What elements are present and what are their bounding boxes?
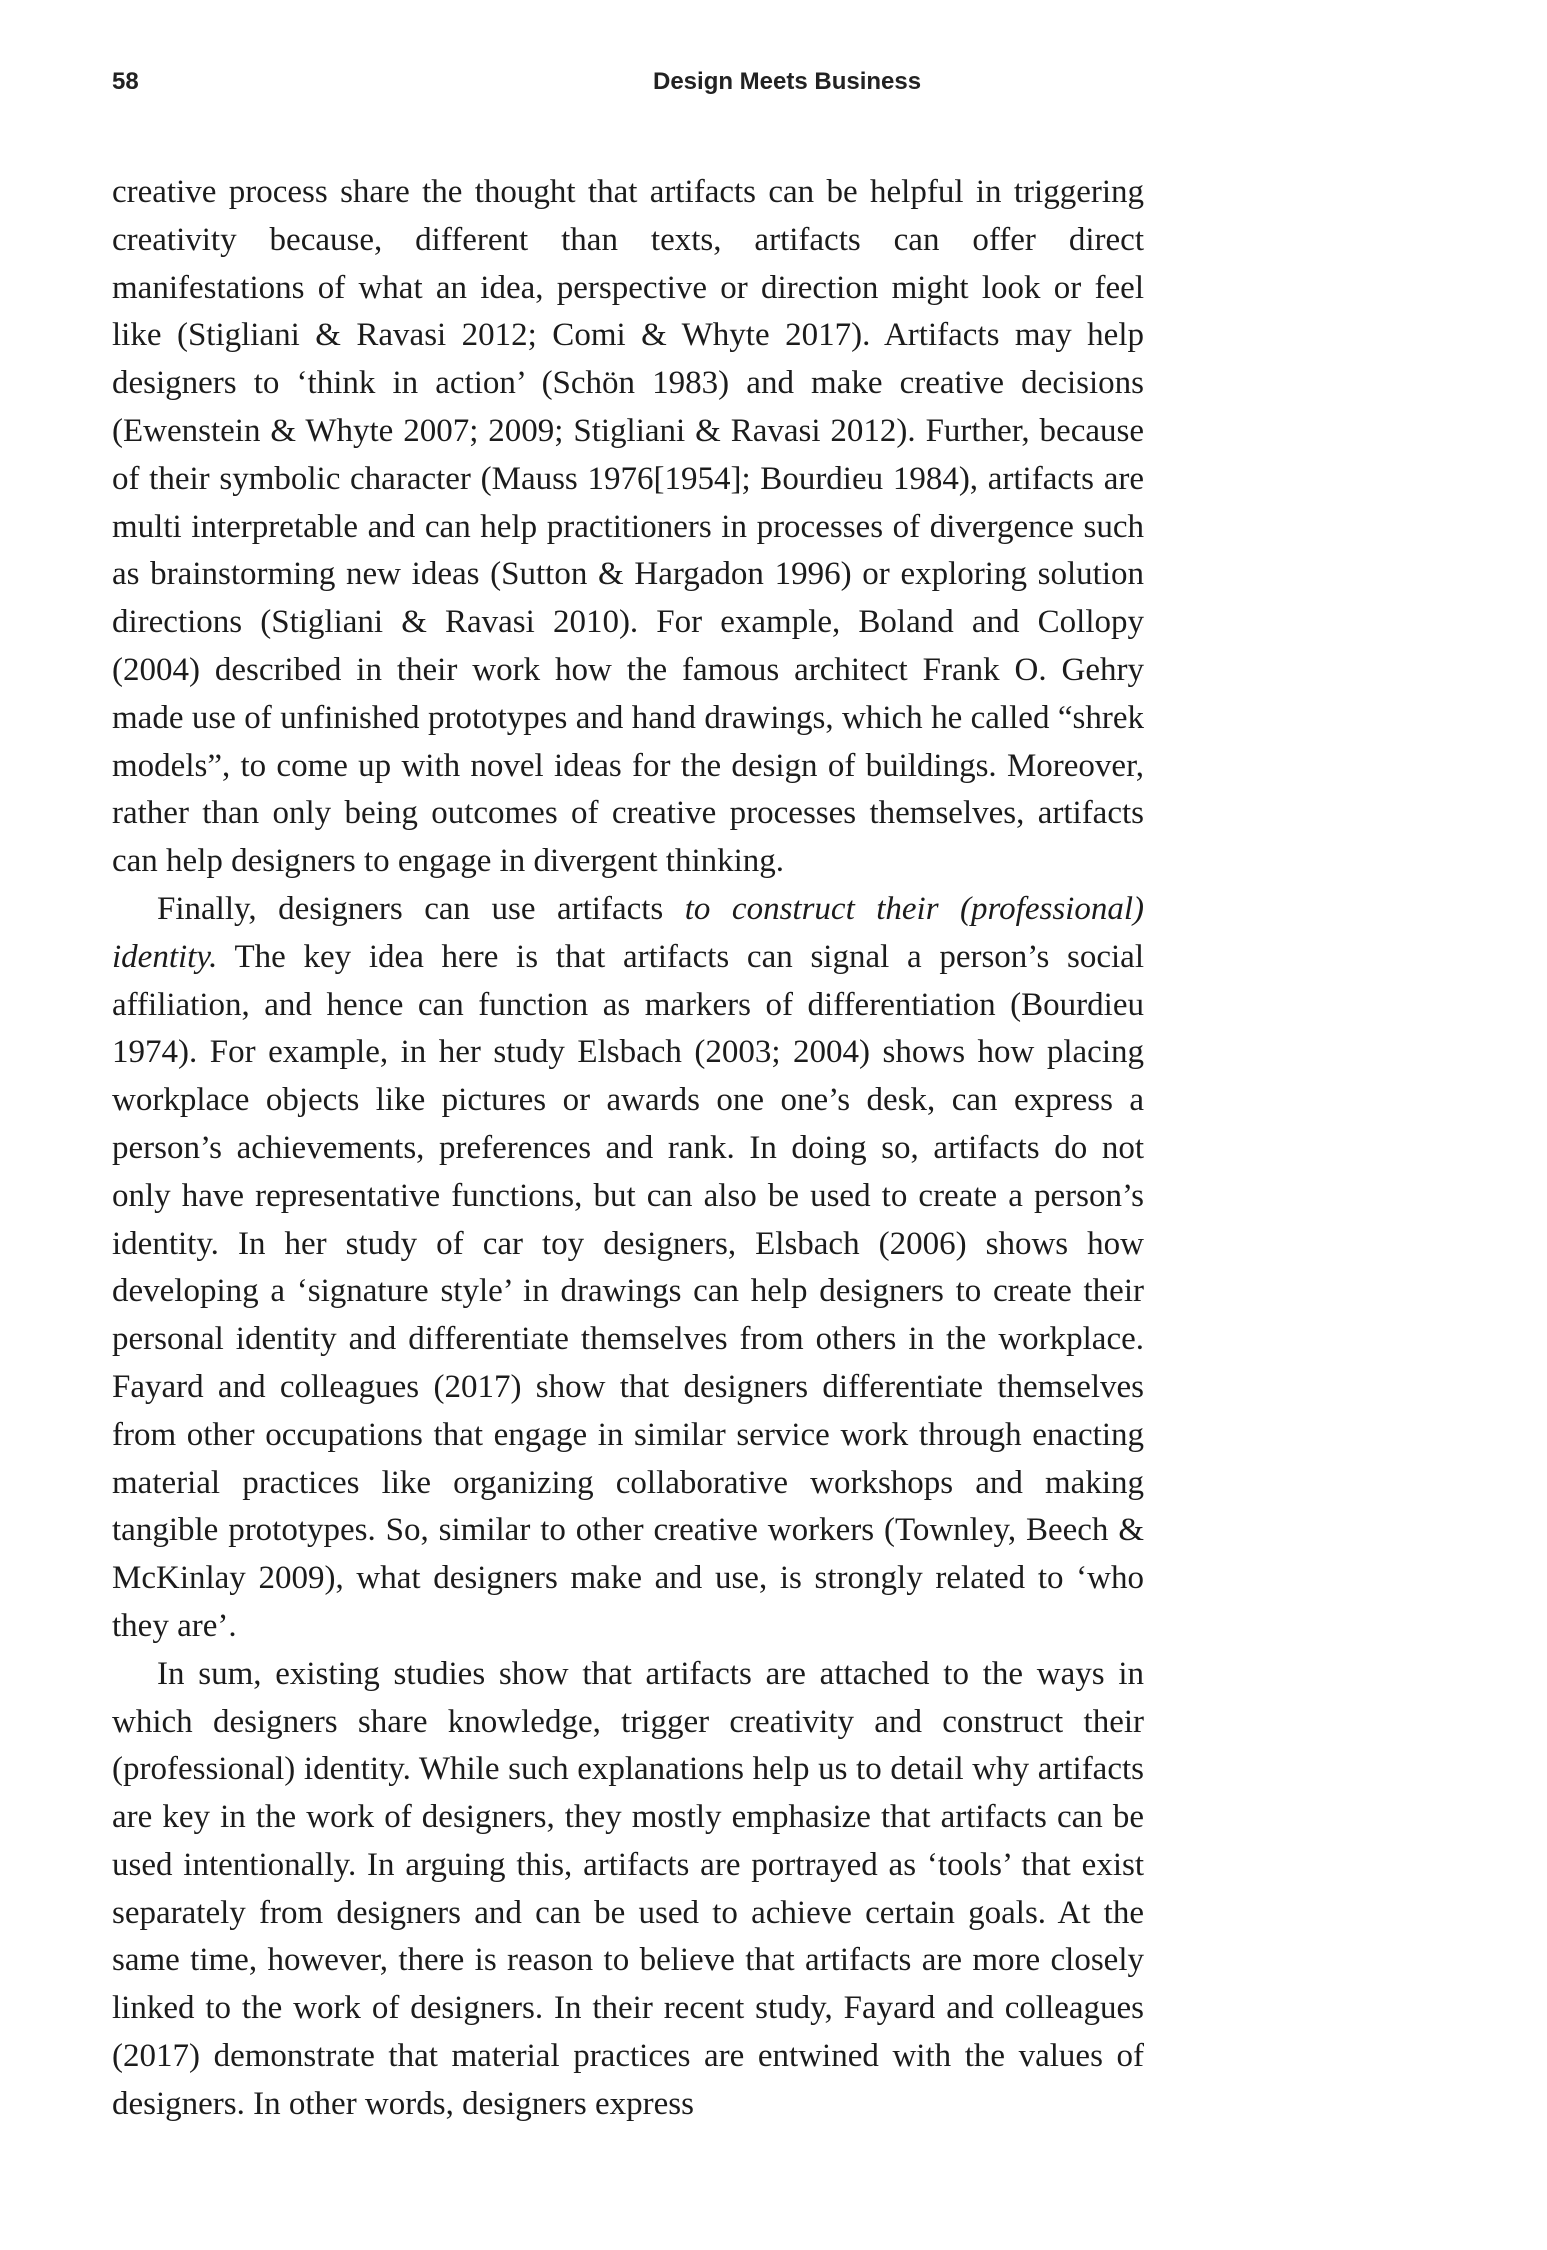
paragraph-text: creative process share the thought that artifacts can be helpful in triggering creativity because, different than texts, artifacts can offer direct manifestations of what an idea, perspective or direction might look or feel like (Stigliani & Ravasi 2012; Comi & Whyte 2017). Artifacts may help designers to ‘think in action’ (Schön 1983) and make creative decisions (Ewenstein & Whyte 2007; 2009; Stigliani & Ravasi 2012). Further, because of their symbolic character (Mauss 1976[1954]; Bourdieu 1984), artifacts are multi interpretable and can help practitioners in processes of divergence such as brainstorming new ideas (Sutton & Hargadon 1996) or exploring solution directions (Stigliani & Ravasi 2010). For example, Boland and Collopy (2004) described in their work how the famous architect Frank O. Gehry made use of unfinished prototypes and hand drawings, which he called “shrek models”, to come up with novel ideas for the design of buildings. Moreover, rather than only being outcomes of creative processes themselves, artifacts can help designers to engage in divergent thinking. [112, 174, 1144, 880]
paragraph-summary [112, 1651, 1144, 2129]
paragraph-text: In sum, existing studies show that artifacts are attached to the ways in which designers share knowledge, trigger creativity and construct their (professional) identity. While such explanations help us to detail why artifacts are key in the work of designers, they mostly emphasize that artifacts can be used intentionally. In arguing this, artifacts are portrayed as ‘tools’ that exist separately from designers and can be used to achieve certain goals. At the same time, however, there is reason to believe that artifacts are more closely linked to the work of designers. In their recent study, Fayard and colleagues (2017) demonstrate that material practices are entwined with the values of designers. In other words, designers express [112, 1655, 1144, 2122]
paragraph-text-after: The key idea here is that artifacts can signal a person’s social affiliation, and hence can function as markers of differentiation (Bourdieu 1974). For example, in her study Elsbach (2003; 2004) shows how placing workplace objects like pictures or awards one one’s desk, can express a person’s achievements, preferences and rank. In doing so, artifacts do not only have representative functions, but can also be used to create a person’s identity. In her study of car toy designers, Elsbach (2006) shows how developing a ‘signature style’ in drawings can help designers to create their personal identity and differentiate themselves from others in the workplace. Fayard and colleagues (2017) show that designers differentiate themselves from other occupations that engage in similar service work through enacting material practices like organizing collaborative workshops and making tangible prototypes. So, similar to other creative workers (Townley, Beech & McKinlay 2009), what designers make and use, is strongly related to ‘who they are’. [112, 938, 1144, 1644]
paragraph-identity [112, 886, 1144, 1651]
italic-emphasis: to construct their (professional) identity. [112, 890, 1144, 975]
book-title: Design Meets Business [653, 68, 922, 95]
page-number: 58 [112, 68, 139, 95]
running-header [112, 68, 1144, 104]
paragraph-continued [112, 169, 1144, 886]
paragraph-text-before: Finally, designers can use artifacts [157, 890, 685, 927]
body-text [112, 169, 1144, 2129]
